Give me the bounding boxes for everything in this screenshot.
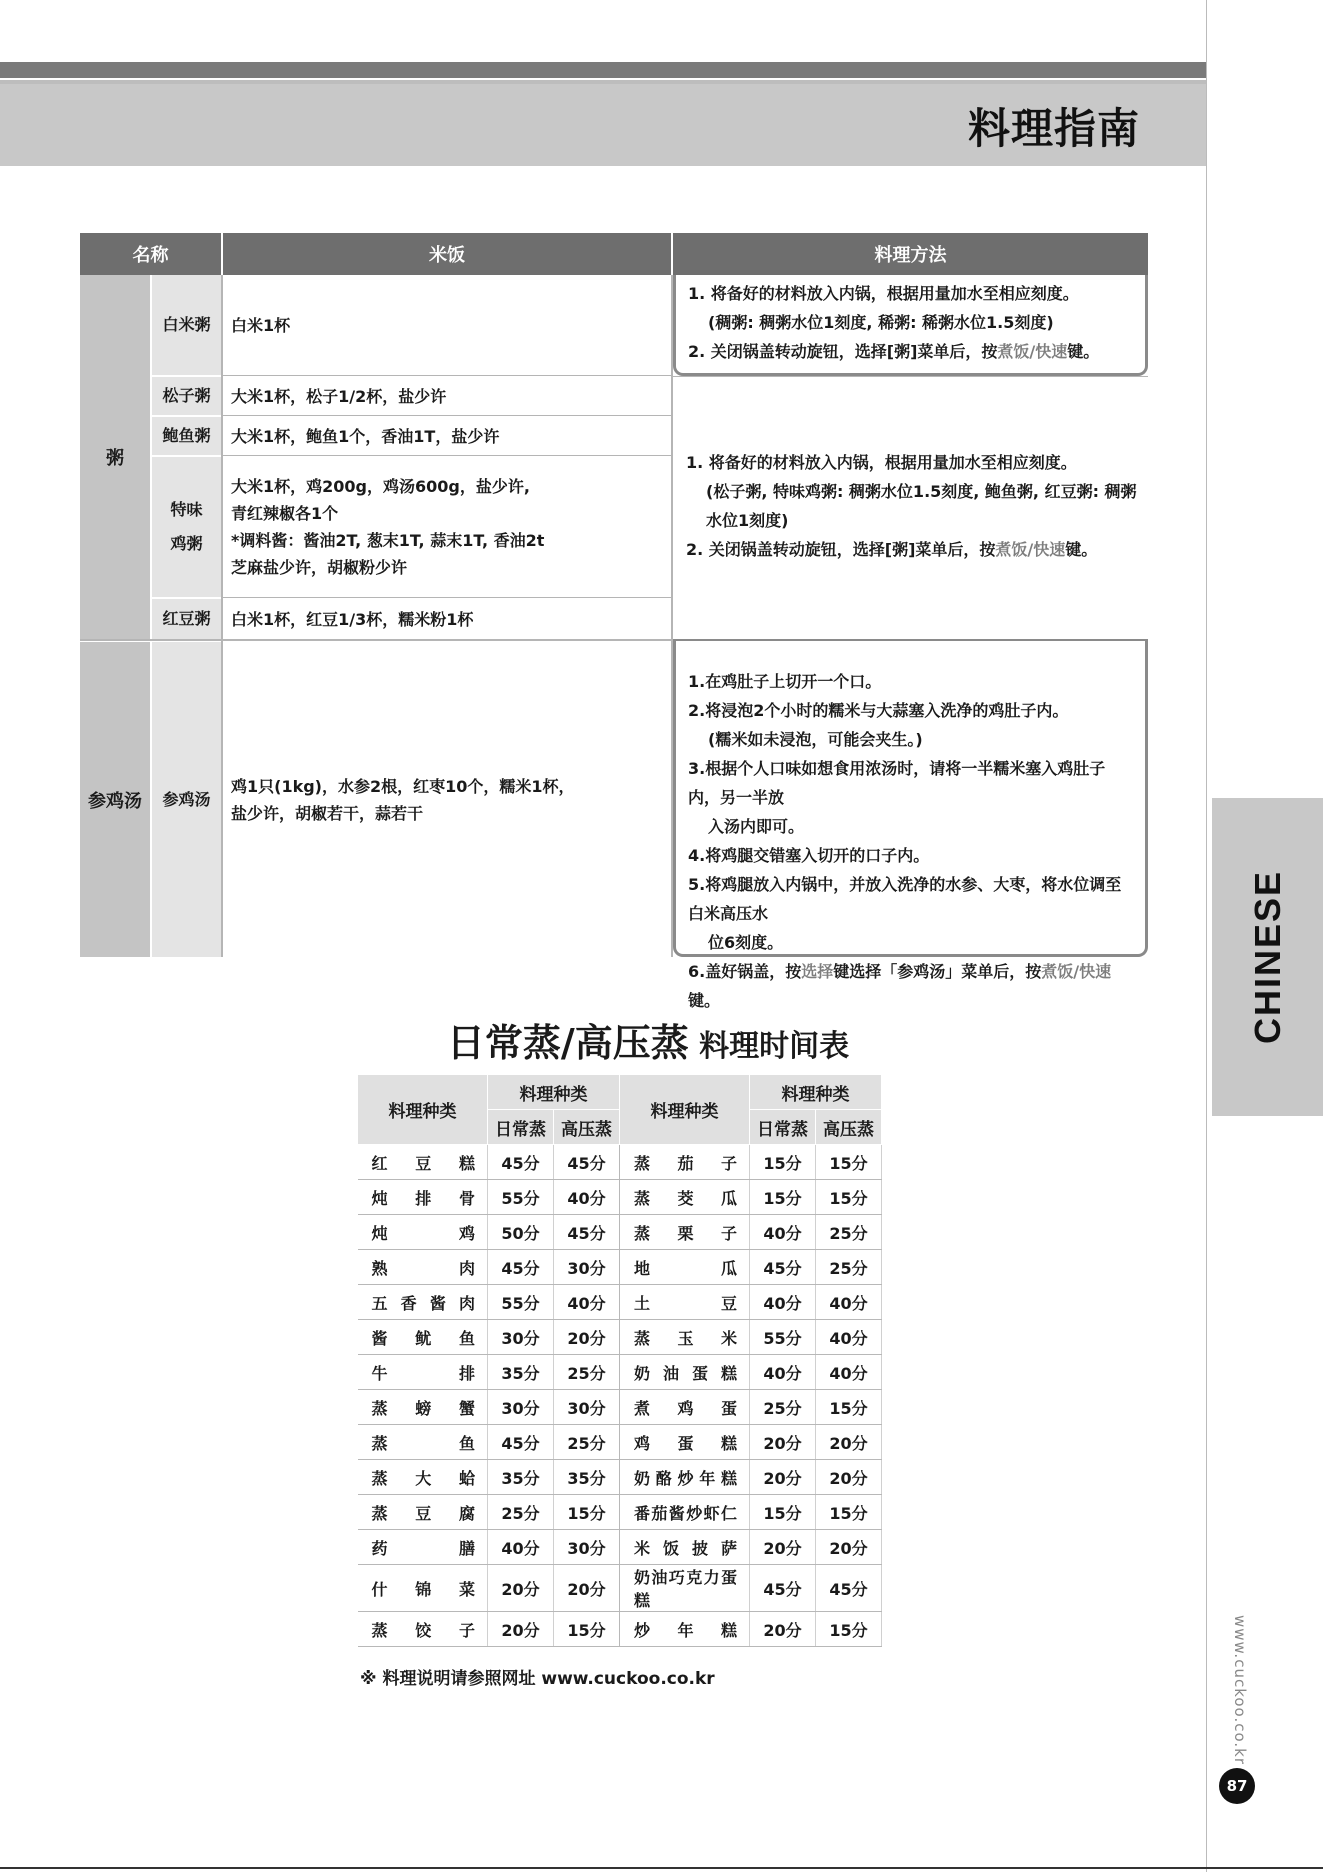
- pressure-time: 15分: [554, 1612, 620, 1647]
- sub-special-chicken-line1: 特味: [170, 500, 203, 519]
- method-text-part: 键。: [1065, 540, 1098, 559]
- daily-time: 20分: [750, 1460, 816, 1495]
- sub-abalone: 鲍鱼粥: [152, 417, 221, 455]
- row-divider: [223, 415, 671, 416]
- daily-time: 20分: [488, 1565, 554, 1612]
- pressure-time: 30分: [554, 1250, 620, 1285]
- dish-name: 蒸玉米: [620, 1320, 750, 1355]
- daily-time: 30分: [488, 1320, 554, 1355]
- daily-time: 35分: [488, 1460, 554, 1495]
- header-method: 料理方法: [673, 233, 1148, 275]
- method-line: [686, 535, 1141, 564]
- table-row: [358, 1425, 882, 1460]
- table-row: [358, 1215, 882, 1250]
- method-line: [688, 957, 1135, 1015]
- time-title-sub: 料理时间表: [688, 1029, 850, 1064]
- row-divider: [223, 375, 671, 376]
- table-row: [358, 1390, 882, 1425]
- pressure-time: 40分: [554, 1180, 620, 1215]
- dish-name: 蒸茄子: [620, 1145, 750, 1180]
- ingredients-line: *调料酱：酱油2T, 葱末1T, 蒜末1T, 香油2t: [231, 531, 545, 550]
- sub-pine-nut: 松子粥: [152, 377, 221, 415]
- method-text-part: 6.盖好锅盖，按: [688, 962, 802, 981]
- method-text: [688, 279, 1135, 366]
- header-dish-group: 料理种类: [750, 1075, 882, 1110]
- sub-red-bean: 红豆粥: [152, 599, 221, 639]
- pressure-time: 25分: [816, 1250, 882, 1285]
- row-divider: [223, 597, 671, 598]
- dish-name: 蒸鱼: [358, 1425, 488, 1460]
- pressure-time: 30分: [554, 1530, 620, 1565]
- ingredients-line: 青红辣椒各1个: [231, 504, 339, 523]
- column-divider: [221, 275, 223, 957]
- method-line: 1.在鸡肚子上切开一个口。: [688, 672, 882, 691]
- method-line: [688, 337, 1135, 366]
- row-divider: [223, 455, 671, 456]
- pressure-time: 30分: [554, 1390, 620, 1425]
- website-url: www.cuckoo.co.kr: [1231, 1615, 1249, 1765]
- table-row: [358, 1565, 882, 1612]
- pressure-time: 20分: [554, 1565, 620, 1612]
- method-box-ginseng: [673, 639, 1148, 1010]
- table-row: [358, 1355, 882, 1390]
- pressure-time: 25分: [554, 1355, 620, 1390]
- daily-time: 20分: [488, 1612, 554, 1647]
- sub-white-rice: 白米粥: [152, 275, 221, 375]
- section-divider: [80, 639, 673, 641]
- daily-time: 55分: [488, 1285, 554, 1320]
- right-margin-rule: [1206, 0, 1207, 1872]
- button-name-highlight: 煮饭/快速: [1041, 962, 1112, 981]
- method-line: 2.将浸泡2个小时的糯米与大蒜塞入洗净的鸡肚子内。: [688, 701, 1069, 720]
- footnote: ※ 料理说明请参照网址 www.cuckoo.co.kr: [360, 1669, 715, 1689]
- method-text-part: 2. 关闭锅盖转动旋钮，选择[粥]菜单后，按: [688, 342, 998, 361]
- method-line: (松子粥, 特味鸡粥: 稠粥水位1.5刻度, 鲍鱼粥, 红豆粥: 稠粥水位1刻度): [706, 482, 1137, 530]
- table-row: [358, 1145, 882, 1180]
- dish-name: 五香酱肉: [358, 1285, 488, 1320]
- pressure-time: 20分: [816, 1425, 882, 1460]
- pressure-time: 40分: [816, 1355, 882, 1390]
- header-rice: 米饭: [223, 233, 671, 275]
- ingredients-line: 芝麻盐少许，胡椒粉少许: [231, 558, 408, 577]
- pressure-time: 15分: [816, 1390, 882, 1425]
- daily-time: 25分: [750, 1390, 816, 1425]
- dish-name: 鸡蛋糕: [620, 1425, 750, 1460]
- ingredients-line: 大米1杯，鸡200g，鸡汤600g，盐少许,: [231, 477, 530, 496]
- method-text-part: 键。: [1067, 342, 1100, 361]
- dish-name: 地瓜: [620, 1250, 750, 1285]
- method-line: 入汤内即可。: [708, 817, 805, 836]
- pressure-time: 45分: [816, 1565, 882, 1612]
- method-text-part: 2. 关闭锅盖转动旋钮，选择[粥]菜单后，按: [686, 540, 996, 559]
- row-divider: [673, 376, 1148, 377]
- header-name: 名称: [80, 233, 221, 275]
- pressure-time: 15分: [816, 1145, 882, 1180]
- ingredients-ginseng: [223, 642, 671, 957]
- daily-time: 30分: [488, 1390, 554, 1425]
- ingredients-line: 盐少许，胡椒若干，蒜若干: [231, 803, 424, 823]
- table-row: [358, 1460, 882, 1495]
- daily-time: 20分: [750, 1530, 816, 1565]
- button-name-highlight: 选择: [801, 962, 834, 981]
- header-daily-steam: 日常蒸: [488, 1110, 554, 1145]
- pressure-time: 40分: [816, 1320, 882, 1355]
- pressure-time: 25分: [554, 1425, 620, 1460]
- daily-time: 15分: [750, 1495, 816, 1530]
- ingredients-pine-nut: 大米1杯，松子1/2杯，盐少许: [231, 386, 447, 406]
- dish-name: 炖鸡: [358, 1215, 488, 1250]
- pressure-time: 45分: [554, 1215, 620, 1250]
- daily-time: 15分: [750, 1145, 816, 1180]
- dish-name: 蒸螃蟹: [358, 1390, 488, 1425]
- table-row: [358, 1285, 882, 1320]
- method-line: 1. 将备好的材料放入内锅，根据用量加水至相应刻度。: [688, 284, 1079, 303]
- dish-name: 土豆: [620, 1285, 750, 1320]
- button-name-highlight: 煮饭/快速: [997, 342, 1068, 361]
- language-side-tab: [1212, 798, 1323, 1116]
- method-line: 1. 将备好的材料放入内锅，根据用量加水至相应刻度。: [686, 453, 1077, 472]
- pressure-time: 20分: [816, 1460, 882, 1495]
- dish-name: 蒸大蛤: [358, 1460, 488, 1495]
- language-label: CHINESE: [1246, 869, 1288, 1045]
- dish-name: 奶酪炒年糕: [620, 1460, 750, 1495]
- daily-time: 55分: [750, 1320, 816, 1355]
- dish-name: 煮鸡蛋: [620, 1390, 750, 1425]
- pressure-time: 15分: [816, 1495, 882, 1530]
- ingredients-white-rice: 白米1杯: [231, 315, 291, 335]
- method-text-part: 键。: [688, 991, 721, 1010]
- table-row: [358, 1320, 882, 1355]
- table-row: [358, 1180, 882, 1215]
- daily-time: 40分: [750, 1285, 816, 1320]
- dish-name: 番茄酱炒虾仁: [620, 1495, 750, 1530]
- dish-name: 炒年糕: [620, 1612, 750, 1647]
- daily-time: 20分: [750, 1425, 816, 1460]
- dish-name: 奶油蛋糕: [620, 1355, 750, 1390]
- daily-time: 35分: [488, 1355, 554, 1390]
- pressure-time: 15分: [816, 1612, 882, 1647]
- method-line: 4.将鸡腿交错塞入切开的口子内。: [688, 846, 930, 865]
- dish-name: 蒸饺子: [358, 1612, 488, 1647]
- header-dish-type: 料理种类: [620, 1075, 750, 1145]
- method-line: (糯米如未浸泡，可能会夹生。): [708, 730, 923, 749]
- time-table-body: [358, 1145, 882, 1647]
- method-line: 3.根据个人口味如想食用浓汤时，请将一半糯米塞入鸡肚子内，另一半放: [688, 759, 1106, 807]
- pressure-time: 40分: [554, 1285, 620, 1320]
- button-name-highlight: 煮饭/快速: [995, 540, 1066, 559]
- pressure-time: 45分: [554, 1145, 620, 1180]
- header-dish-group: 料理种类: [488, 1075, 620, 1110]
- daily-time: 25分: [488, 1495, 554, 1530]
- header-pressure-steam: 高压蒸: [554, 1110, 620, 1145]
- ingredients-red-bean: 白米1杯，红豆1/3杯，糯米粉1杯: [231, 609, 474, 629]
- dish-name: 酱鱿鱼: [358, 1320, 488, 1355]
- dish-name: 蒸栗子: [620, 1215, 750, 1250]
- method-line: (稠粥: 稠粥水位1刻度, 稀粥: 稀粥水位1.5刻度): [708, 313, 1054, 332]
- dish-name: 熟肉: [358, 1250, 488, 1285]
- pressure-time: 25分: [816, 1215, 882, 1250]
- daily-time: 50分: [488, 1215, 554, 1250]
- ingredients-special-chicken: [223, 457, 671, 597]
- daily-time: 45分: [750, 1565, 816, 1612]
- table-row: [358, 1250, 882, 1285]
- method-box-white-rice: [673, 275, 1148, 376]
- dish-name: 牛排: [358, 1355, 488, 1390]
- method-text-part: 键选择「参鸡汤」菜单后，按: [833, 962, 1042, 981]
- steam-time-table: [357, 1074, 882, 1647]
- category-ginseng: 参鸡汤: [80, 642, 150, 957]
- table-row: [358, 1530, 882, 1565]
- method-line: 位6刻度。: [708, 933, 784, 952]
- daily-time: 40分: [488, 1530, 554, 1565]
- daily-time: 40分: [750, 1215, 816, 1250]
- method-line: 5.将鸡腿放入内锅中，并放入洗净的水参、大枣，将水位调至白米高压水: [688, 875, 1122, 923]
- dish-name: 什锦菜: [358, 1565, 488, 1612]
- sub-special-chicken-line2: 鸡粥: [170, 534, 203, 553]
- dish-name: 奶油巧克力蛋糕: [620, 1565, 750, 1612]
- header-pressure-steam: 高压蒸: [816, 1110, 882, 1145]
- ingredients-abalone: 大米1杯，鲍鱼1个，香油1T，盐少许: [231, 426, 500, 446]
- bottom-rule: [0, 1867, 1323, 1869]
- dish-name: 蒸豆腐: [358, 1495, 488, 1530]
- header-dark-bar: [0, 62, 1206, 78]
- dish-name: 炖排骨: [358, 1180, 488, 1215]
- pressure-time: 40分: [816, 1285, 882, 1320]
- sub-ginseng: 参鸡汤: [152, 642, 221, 957]
- dish-name: 米饭披萨: [620, 1530, 750, 1565]
- time-title-main: 日常蒸/高压蒸: [446, 1021, 689, 1065]
- category-porridge: 粥: [80, 275, 150, 639]
- daily-time: 20分: [750, 1612, 816, 1647]
- daily-time: 45分: [488, 1250, 554, 1285]
- daily-time: 45分: [488, 1425, 554, 1460]
- title-band: [0, 84, 1206, 166]
- time-table-title: [358, 1012, 938, 1067]
- pressure-time: 15分: [816, 1180, 882, 1215]
- page-number: 87: [1219, 1768, 1255, 1804]
- pressure-time: 20分: [554, 1320, 620, 1355]
- dish-name: 蒸茭瓜: [620, 1180, 750, 1215]
- method-text-group: [686, 448, 1141, 564]
- table-row: [358, 1612, 882, 1647]
- pressure-time: 15分: [554, 1495, 620, 1530]
- daily-time: 45分: [488, 1145, 554, 1180]
- method-text: [688, 667, 1135, 1015]
- table-row: [358, 1495, 882, 1530]
- pressure-time: 35分: [554, 1460, 620, 1495]
- recipe-table: [80, 233, 1148, 1010]
- daily-time: 40分: [750, 1355, 816, 1390]
- daily-time: 45分: [750, 1250, 816, 1285]
- daily-time: 55分: [488, 1180, 554, 1215]
- ingredients-line: 鸡1只(1kg)，水参2根，红枣10个，糯米1杯，: [231, 776, 575, 796]
- sub-special-chicken: [152, 457, 221, 597]
- header-dish-type: 料理种类: [358, 1075, 488, 1145]
- pressure-time: 20分: [816, 1530, 882, 1565]
- page-title: 料理指南: [967, 104, 1140, 153]
- header-daily-steam: 日常蒸: [750, 1110, 816, 1145]
- daily-time: 15分: [750, 1180, 816, 1215]
- dish-name: 药膳: [358, 1530, 488, 1565]
- dish-name: 红豆糕: [358, 1145, 488, 1180]
